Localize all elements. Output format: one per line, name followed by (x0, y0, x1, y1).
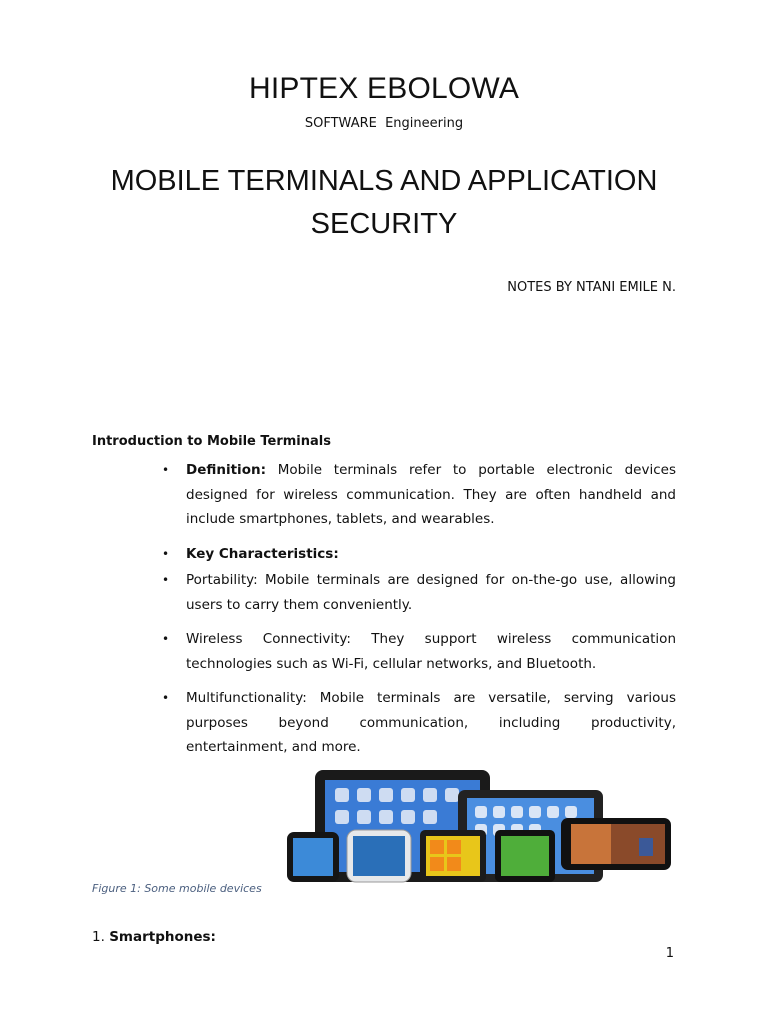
section-heading: Introduction to Mobile Terminals (92, 434, 331, 449)
author-line: NOTES BY NTANI EMILE N. (507, 280, 676, 295)
document-title-line-1: MOBILE TERMINALS AND APPLICATION (110, 165, 658, 197)
list-number: 1. (92, 929, 105, 945)
bullet-dot: • (162, 463, 170, 477)
mobile-devices-figure (283, 768, 671, 884)
bullet-multifunctionality (162, 686, 676, 760)
department-subtitle: SOFTWARE Engineering (304, 116, 464, 131)
smartphone-icon (347, 830, 411, 882)
bullet-definition (162, 458, 676, 532)
organization-title: HIPTEX EBOLOWA (248, 72, 520, 105)
numbered-list-item (92, 929, 216, 945)
portability-text: Portability: Mobile terminals are designed for on-the-go use, allowing users to carry them conveniently. (186, 572, 676, 613)
figure-caption: Figure 1: Some mobile devices (92, 882, 262, 895)
page-number: 1 (665, 946, 674, 961)
smartphone-icon (495, 830, 555, 882)
bullet-dot: • (162, 691, 170, 705)
document-title-line-2: SECURITY (310, 208, 458, 240)
document-title (0, 160, 768, 246)
wireless-text: Wireless Connectivity: They support wireless communication technologies such as Wi-Fi, cellular networks, and Bluetooth. (186, 631, 676, 672)
multifunctionality-text: Multifunctionality: Mobile terminals are versatile, serving various purposes beyond communication, including productivity, entertainment, and more. (186, 690, 676, 755)
bullet-dot: • (162, 632, 170, 646)
list-label: Smartphones: (109, 929, 216, 945)
bullet-key-characteristics (162, 542, 676, 567)
definition-text: Mobile terminals refer to portable electronic devices designed for wireless communication. They are often handheld and include smartphones, tablets, and wearables. (186, 462, 676, 527)
bullet-list (0, 458, 768, 770)
smartphone-icon (420, 830, 486, 882)
key-characteristics-label: Key Characteristics: (186, 545, 339, 562)
bullet-dot: • (162, 546, 170, 561)
bullet-wireless (162, 627, 676, 676)
bullet-portability (162, 568, 676, 617)
smartphone-icon (287, 832, 339, 882)
bullet-dot: • (162, 573, 170, 587)
definition-label: Definition: (186, 462, 266, 478)
tablet-icon (561, 818, 671, 870)
